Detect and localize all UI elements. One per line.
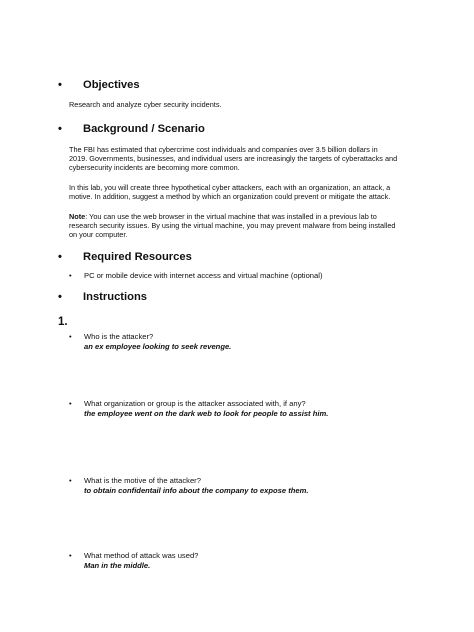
question-text: Who is the attacker? [84,332,154,341]
bullet-icon: • [58,79,62,91]
bullet-icon: • [58,251,62,263]
paragraph-line: on your computer. [69,230,128,240]
question-item [69,332,231,352]
objectives-heading [58,79,140,91]
note-label: Note [69,212,86,221]
paragraph-line: The FBI has estimated that cybercrime cost individuals and companies over 3.5 billion dollars in [69,145,378,154]
bullet-icon: • [69,476,72,485]
paragraph-line: 2019. Governments, businesses, and individual users are increasingly the targets of cyberattacks and [69,154,398,164]
bullet-icon: • [69,551,72,560]
instructions-heading [58,291,147,303]
background-heading [58,123,205,135]
instructions-title: Instructions [83,291,148,303]
objectives-title: Objectives [83,79,140,91]
resource-item-text: PC or mobile device with internet access and virtual machine (optional) [84,271,323,280]
question-item [69,476,308,496]
paragraph-line: In this lab, you will create three hypothetical cyber attackers, each with an organization, an attack, a [69,183,391,192]
bullet-icon: • [69,332,72,341]
resources-heading [58,251,192,263]
question-text: What is the motive of the attacker? [84,476,201,485]
resources-title: Required Resources [83,251,192,263]
paragraph-line [69,212,429,221]
paragraph-line: motive. In addition, suggest a method by which an organization could prevent or mitigate the attack. [69,192,391,202]
question-item [69,551,198,571]
answer-text: the employee went on the dark web to look for people to assist him. [84,409,329,418]
note-paragraph [69,212,429,240]
note-text: : You can use the web browser in the virtual machine that was installed in a previous lab to [85,212,377,221]
question-text: What method of attack was used? [84,551,199,560]
bullet-icon: • [69,271,72,280]
background-paragraph-2 [69,183,429,201]
question-item [69,399,328,419]
resource-item [69,271,322,280]
question-text: What organization or group is the attacker associated with, if any? [84,399,306,408]
paragraph-line: cybersecurity incidents are becoming more common. [69,163,240,173]
objectives-text: Research and analyze cyber security incidents. [69,100,222,109]
bullet-icon: • [58,291,62,303]
bullet-icon: • [69,399,72,408]
bullet-icon: • [58,123,62,135]
answer-text: to obtain confidentail info about the company to expose them. [84,486,309,495]
answer-text: Man in the middle. [84,561,151,570]
background-title: Background / Scenario [83,123,205,135]
paragraph-line: research security issues. By using the virtual machine, you may prevent malware from being installed [69,221,396,231]
background-paragraph-1 [69,145,429,173]
answer-text: an ex employee looking to seek revenge. [84,342,232,351]
step-number: 1. [58,316,68,328]
